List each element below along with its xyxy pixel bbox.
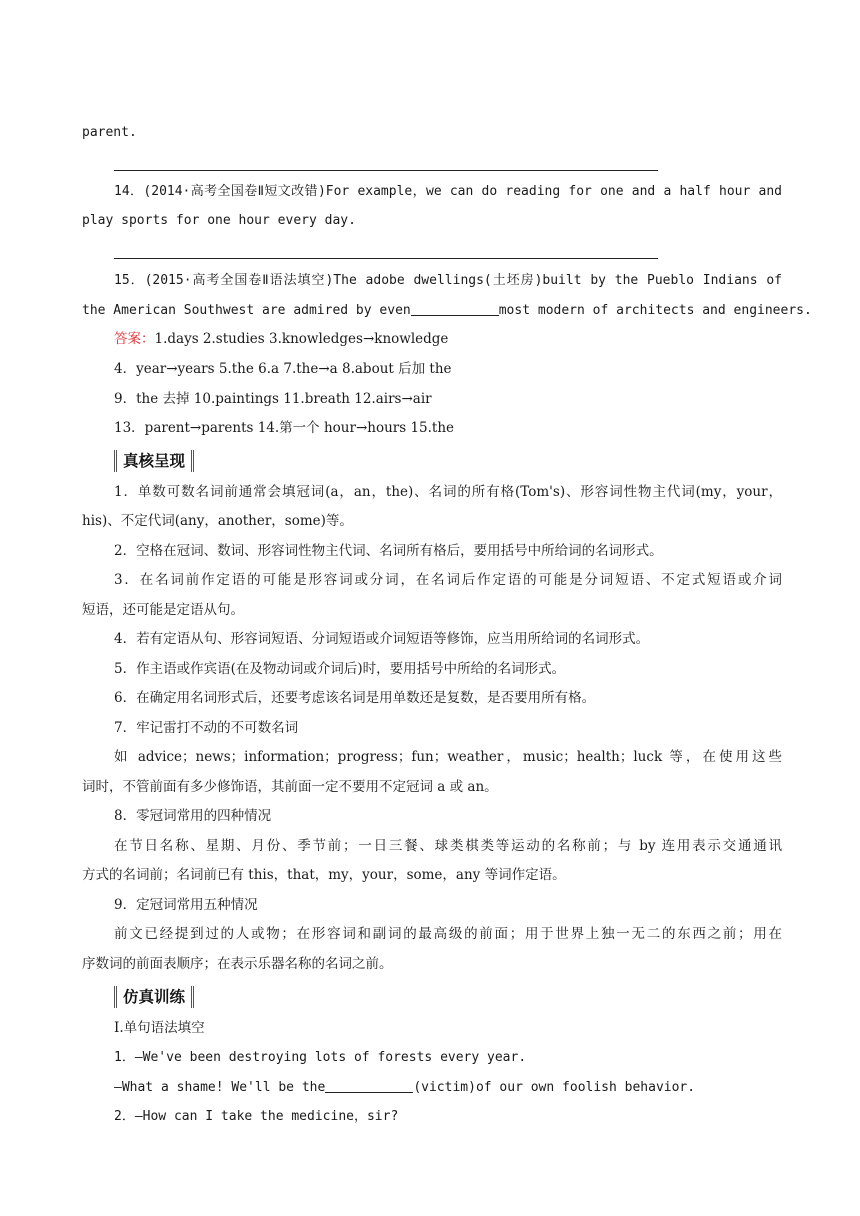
core-point-7: 7．牢记雷打不动的不可数名词 bbox=[114, 720, 299, 736]
core-point-9-detail-line-1: 前文已经提到过的人或物；在形容词和副词的最高级的前面；用于世界上独一无二的东西之前；用在 bbox=[114, 926, 782, 942]
core-point-1-line-1: 1．单数可数名词前通常会填冠词(a，an，the)、名词的所有格(Tom's)、形容词性物主代词(my，your， bbox=[114, 484, 782, 500]
practice-subsection-title: Ⅰ.单句语法填空 bbox=[114, 1020, 205, 1036]
practice-question-1-line-2 bbox=[114, 1078, 782, 1097]
section-heading-core: 真核呈现 bbox=[114, 450, 194, 472]
core-point-8-detail-line-1: 在节日名称、星期、月份、季节前；一日三餐、球类棋类等运动的名称前；与 by 连用表示交通通讯 bbox=[114, 838, 782, 854]
core-point-9: 9．定冠词常用五种情况 bbox=[114, 897, 258, 913]
question-15-line-2 bbox=[82, 301, 812, 320]
core-point-6: 6．在确定用名词形式后，还要考虑该名词是用单数还是复数，是否要用所有格。 bbox=[114, 690, 596, 706]
practice-question-2-line-1: 2．—How can I take the medicine，sir? bbox=[114, 1109, 399, 1124]
answers-row-1-text: 1.days 2.studies 3.knowledges→knowledge bbox=[154, 331, 449, 347]
core-point-2: 2．空格在冠词、数词、形容词性物主代词、名词所有格后，要用括号中所给词的名词形式。 bbox=[114, 543, 663, 559]
practice-question-1-text-after: (victim)of our own foolish behavior. bbox=[413, 1080, 696, 1095]
answers-row-2: 4．year→years 5.the 6.a 7.the→a 8.about 后加 the bbox=[114, 361, 452, 377]
core-point-3-line-2: 短语，还可能是定语从句。 bbox=[82, 602, 244, 618]
core-point-8: 8．零冠词常用的四种情况 bbox=[114, 808, 272, 824]
question-14-line-1: 14．(2014·高考全国卷Ⅱ短文改错)For example，we can do reading for one and a half hour and bbox=[114, 184, 782, 199]
core-point-5: 5．作主语或作宾语(在及物动词或介词后)时，要用括号中所给的名词形式。 bbox=[114, 661, 566, 677]
question-15-line-1: 15．(2015·高考全国卷Ⅱ语法填空)The adobe dwellings(土坯房)built by the Pueblo Indians of bbox=[114, 273, 782, 288]
question-15-text-before: the American Southwest are admired by even bbox=[82, 303, 411, 318]
fill-blank bbox=[325, 1078, 413, 1093]
answers-row-3: 9．the 去掉 10.paintings 11.breath 12.airs→air bbox=[114, 391, 432, 407]
practice-question-1-line-1: 1．—We've been destroying lots of forests every year. bbox=[114, 1050, 527, 1065]
answer-line-14 bbox=[114, 258, 658, 259]
core-point-7-detail-line-1: 如 advice；news；information；progress；fun；weather，music；health；luck 等，在使用这些 bbox=[114, 749, 782, 765]
answers-row-4: 13．parent→parents 14.第一个 hour→hours 15.the bbox=[114, 420, 455, 436]
core-point-9-detail-line-2: 序数词的前面表顺序；在表示乐器名称的名词之前。 bbox=[82, 956, 393, 972]
fill-blank bbox=[411, 301, 499, 316]
core-point-8-detail-line-2: 方式的名词前；名词前已有 this，that，my，your，some，any 等词作定语。 bbox=[82, 867, 566, 883]
core-point-1-line-2: his)、不定代词(any，another，some)等。 bbox=[82, 513, 353, 529]
core-point-7-detail-line-2: 词时，不管前面有多少修饰语，其前面一定不要用不定冠词 a 或 an。 bbox=[82, 779, 498, 795]
answer-line-13 bbox=[114, 170, 658, 171]
question-14-line-2: play sports for one hour every day. bbox=[82, 213, 356, 228]
practice-question-1-text-before: —What a shame! We'll be the bbox=[114, 1080, 326, 1095]
answers-row-1 bbox=[114, 330, 782, 348]
top-fragment: parent. bbox=[82, 125, 137, 140]
core-point-4: 4．若有定语从句、形容词短语、分词短语或介词短语等修饰，应当用所给词的名词形式。 bbox=[114, 631, 650, 647]
question-15-text-after: most modern of architects and engineers. bbox=[498, 303, 812, 318]
answers-label: 答案： bbox=[114, 331, 155, 347]
core-point-3-line-1: 3．在名词前作定语的可能是形容词或分词，在名词后作定语的可能是分词短语、不定式短语或介词 bbox=[114, 572, 782, 588]
section-heading-practice: 仿真训练 bbox=[114, 986, 194, 1008]
